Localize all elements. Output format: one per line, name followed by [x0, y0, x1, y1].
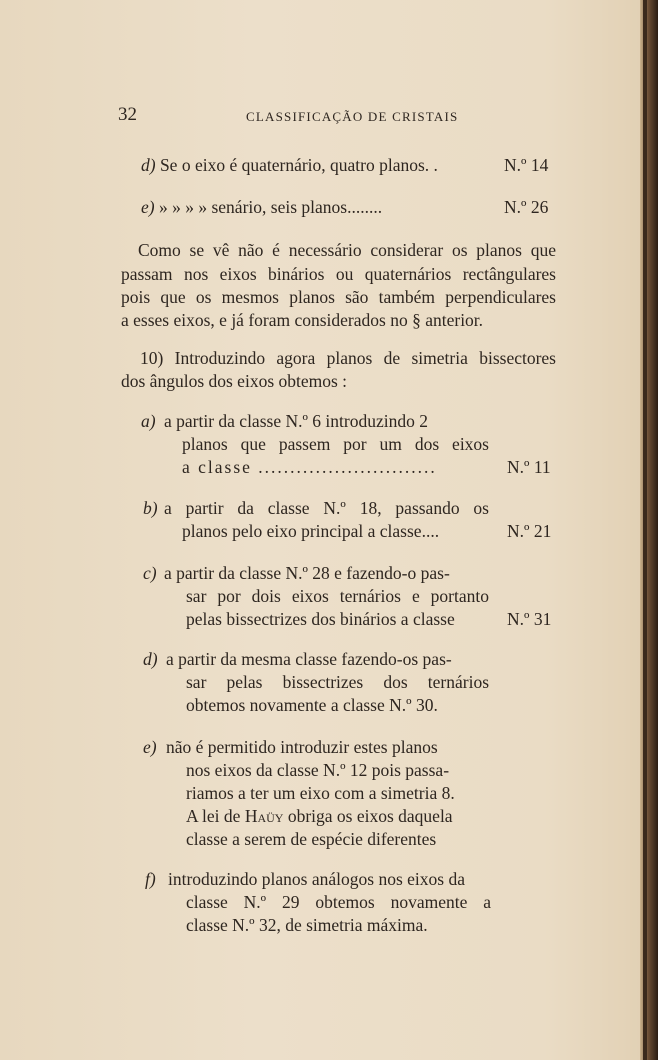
item-letter: e)	[143, 737, 157, 757]
item-line: a partir da classe N.º 18, passando os	[164, 498, 489, 518]
item-letter: f)	[145, 869, 156, 889]
item-text: Se o eixo é quaternário, quatro planos. .	[159, 155, 438, 175]
class-number: N.º 11	[507, 457, 551, 477]
item-line: nos eixos da classe N.º 12 pois passa-	[186, 760, 450, 780]
item-line-part: obriga os eixos daquela	[287, 806, 453, 826]
item-letter: b)	[143, 498, 158, 518]
item-line-part: A lei de	[186, 806, 241, 826]
list-item	[141, 153, 438, 177]
class-number: N.º 26	[504, 197, 549, 217]
item-line: classe N.º 29 obtemos novamente a	[186, 892, 491, 912]
class-number: N.º 14	[504, 155, 549, 175]
item-line: a partir da mesma classe fazendo-os pas-	[166, 649, 452, 669]
item-line: a partir da classe N.º 28 e fazendo-o pas-	[164, 563, 450, 583]
item-text: » » » » senário, seis planos........	[158, 197, 383, 217]
running-title: CLASSIFICAÇÃO DE CRISTAIS	[246, 109, 459, 124]
item-line: riamos a ter um eixo com a simetria 8.	[186, 783, 455, 803]
item-letter: a)	[141, 411, 156, 431]
item-letter: c)	[143, 563, 157, 583]
item-line: não é permitido introduzir estes planos	[166, 737, 438, 757]
item-line: planos que passem por um dos eixos	[182, 434, 489, 454]
paragraph-line: dos ângulos dos eixos obtemos :	[121, 371, 348, 391]
item-line: obtemos novamente a classe N.º 30.	[186, 695, 438, 715]
page-number: 32	[118, 104, 137, 125]
author-name: Haüy	[244, 806, 284, 826]
item-line	[186, 804, 453, 828]
paragraph-line: passam nos eixos binários ou quaternários rectângulares	[121, 264, 556, 284]
item-line: planos pelo eixo principal a classe....	[182, 521, 440, 541]
item-line: classe N.º 32, de simetria máxima.	[186, 915, 428, 935]
paragraph-line: pois que os mesmos planos são também perpendiculares	[121, 287, 556, 307]
paragraph-line: 10) Introduzindo agora planos de simetria bissectores	[140, 348, 556, 368]
spine-edge	[643, 0, 647, 1060]
item-line: sar pelas bissectrizes dos ternários	[186, 672, 489, 692]
page-header	[118, 104, 558, 128]
class-number: N.º 31	[507, 609, 552, 629]
item-line: sar por dois eixos ternários e portanto	[186, 586, 489, 606]
item-letter: d)	[141, 155, 156, 175]
paragraph-line: Como se vê não é necessário considerar os planos que	[138, 240, 556, 260]
item-line: introduzindo planos análogos nos eixos da	[168, 869, 465, 889]
item-line: a partir da classe N.º 6 introduzindo 2	[164, 411, 428, 431]
item-line: pelas bissectrizes dos binários a classe	[186, 609, 455, 629]
item-line: a classe ............................	[182, 457, 437, 477]
class-number: N.º 21	[507, 521, 552, 541]
item-line: classe a serem de espécie diferentes	[186, 829, 437, 849]
paragraph-line: a esses eixos, e já foram considerados no § anterior.	[121, 310, 484, 330]
item-letter: d)	[143, 649, 158, 669]
item-letter: e)	[141, 197, 155, 217]
list-item	[141, 195, 382, 219]
